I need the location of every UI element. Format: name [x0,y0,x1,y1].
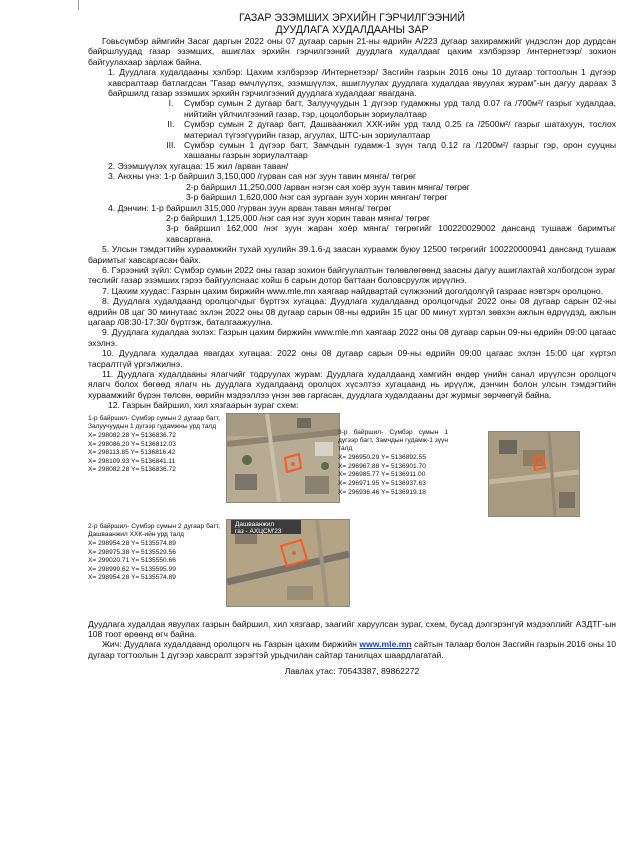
item-6-number: 6. [102,264,110,275]
location-1-coord-5: X= 298082.28 Y= 5136836.72 [88,466,176,474]
intro-paragraph: Говьсүмбэр аймгийн Засаг даргын 2022 оны 07 дугаар сарын 21-ны өдрийн А/223 дугаар захирамжийг үндэслэн дор дурдсан байршлуудад газар эзэмших, ашиглах эрхийн гэрчилгээний дуудлага худалдааг цахим хэлбэрээр /интернетээр/ зохион байгуулахаар зарлаж байна. [88,36,616,67]
item-7-number: 7. [102,285,110,296]
sub-item-2-numeral: II. [167,119,175,130]
contact-phone: Лавлах утас: 70543387, 89862272 [284,666,420,677]
item-10 [88,348,616,369]
location-3-satellite-map [488,431,580,517]
item-4-line-1: Дэнчин: 1-р байршил 315,000 /гурван зуун арван таван мянга/ төгрөг [117,202,392,213]
item-4-line-2: 2-р байршил 1,125,000 /нэг сая нэг зуун хорин таван мянга/ төгрөг [166,212,431,223]
sub-item-3-text: Сүмбэр сумын 1 дүгээр багт, Замчдын гудамж-1 зүүн талд 0.12 га /1200м²/ газрыг гэр, орон сууцны хашааны газрын зориулалтаар [184,140,616,161]
item-12-number: 12. [108,400,120,411]
item-8 [88,296,616,327]
sub-item-1-numeral: I. [168,98,174,109]
closing-paragraph: Дуудлага худалдаа явуулах газрын байршил, хил хязгаар, заагийг харуулсан зураг, схем, бусад дэлгэрэнгүй мэдээллийг АЗДТГ-ын 108 тоот өрөөнд өгч байна. [88,618,616,640]
item-3-line-2: 2-р байршил 11,250,000 /арван нэгэн сая хоёр зуун тавин мянга/ төгрөг [186,181,470,192]
note-text-before: Жич: Дуудлага худалдаанд оролцогч нь Газрын цахим биржийн [102,639,360,650]
item-5-text: Улсын тэмдэгтийн хураамжийн тухай хуулийн 39.1.6-д заасан хураамж буюу 12500 төгрөгийг 100220000941 дансанд тушааж баримтыг хавсаргасан байх. [88,244,616,265]
item-4 [88,203,616,213]
item-5-number: 5. [102,244,110,255]
location-2-map-image [227,520,349,606]
item-11-text: Дуудлага худалдааны ялагчийг тодруулах журам: Дуудлага худалдаанд хамгийн өндөр үнийн санал ирүүлсэн оролцогч ялагч болох бөгөөд ялагч нь дуудлага худалдаанд оролцох хүсэлтээ хугацаанд нь ирүүлж, дэнчин болон улсын тэмдэгтийн хураамжийг бүрэн төлсөн, өөрийн мэдээллээ үнэн зөв гаргасан, дуудлага худалдааны дэг журмыг зөрчөөгүй байна. [88,369,616,400]
item-3-number: 3. [108,171,116,182]
item-3 [88,171,616,181]
item-7-text: Цахим хуудас: Газрын цахим биржийн www.mle.mn хаягаар найдвартай сүлжээний доголдолгүй газраас нэвтэрч оролцоно. [111,285,604,296]
location-2-coord-4: X= 298999.62 Y= 5135595.99 [88,565,176,573]
sub-item-2 [158,119,616,140]
location-2-coord-3: X= 299020.71 Y= 5135550.66 [88,557,176,565]
location-2-coord-1: X= 298954.28 Y= 5135574.89 [88,540,176,548]
item-12 [88,400,616,410]
item-1-text: Дуудлага худалдааны хэлбэр: Цахим хэлбэрээр /Интернетээр/ Засгийн газрын 2016 оны 10 дугаар тогтоолын 1 дүгээр хавсралтаар батлагдсан "Газар өмчлүүлэх, эзэмшүүлэх, ашиглуулах дуудлага худалдаа явуулах журам"-ын дагуу дараах 3 байршилд газар эзэмших эрхийн гэрчилгээний дуудлага худалдааг явагдана. [108,67,616,99]
location-2-satellite-map [226,519,350,607]
item-5 [88,244,616,265]
location-2-sign-line-1: Дашваанжил газ - АХЦСМ'23 [235,520,282,535]
location-1-coord-3: X= 298113.85 Y= 5136816.42 [88,449,176,457]
title-line-1: ГАЗАР ЭЗЭМШИХ ЭРХИЙН ГЭРЧИЛГЭЭНИЙ [238,12,466,24]
sub-item-1 [158,98,616,119]
item-11 [88,369,616,400]
item-7 [88,286,616,296]
item-9-text: Дуудлага худалдаа эхлэх: Газрын цахим биржийн www.mle.mn хаягаар 2022 оны 08 дугаар сарын 09-ны өдрийн 09:00 цагаас эхэлнэ. [88,327,616,348]
item-9-number: 9. [102,327,110,338]
note-text-after: сайтын талаар болон Засгийн газрын 2016 оны 10 дугаар тогтоолын 1 дүгээр хавсралт зэрэгтэй урьдчилан сайтар танилцах шаардлагатай. [88,639,617,660]
item-9 [88,327,616,348]
location-2-caption: 2-р байршил- Сүмбэр сумын 2 дугаар багт, Дашваанжил ХХК-ийн урд талд [88,522,220,538]
note-paragraph [88,639,616,660]
sub-item-3-numeral: III. [166,140,176,151]
location-2-coord-5: X= 298954.28 Y= 5135574.89 [88,574,176,582]
item-1-number: 1. [108,67,116,78]
title-line-2: ДУУДЛАГА ХУДАЛДААНЫ ЗАР [275,24,429,36]
document-title [88,12,616,36]
location-3-coord-3: X= 296985.77 Y= 5136911.00 [338,471,426,479]
item-3-line-1: Анхны үнэ: 1-р байршил 3,150,000 /гурван сая нэг зуун тавин мянга/ төгрөг [117,171,417,182]
location-3-coord-1: X= 296950.29 Y= 5136892.55 [338,454,426,462]
sub-item-3 [158,140,616,161]
location-1-coord-1: X= 298082.28 Y= 5136836.72 [88,432,176,440]
item-8-number: 8. [102,296,110,307]
location-3-coord-5: X= 296936.46 Y= 5136919.18 [338,488,426,496]
item-1 [88,67,616,98]
item-10-text: Дуудлага худалдаа явагдах хугацаа: 2022 оны 08 дугаар сарын 09-ны өдрийн 09:00 цагаас эхлэн 15:00 цаг хүртэл тасралтгүй үргэлжилнэ. [88,348,616,369]
location-3-coord-4: X= 296971.95 Y= 5136937.63 [338,480,426,488]
item-2-text: Эзэмшүүлэх хугацаа: 15 жил /арван таван/ [117,160,289,171]
location-1-coordinates [88,415,220,475]
location-3-coord-2: X= 296967.88 Y= 5136901.70 [338,462,426,470]
item-8-text: Дуудлага худалдаанд оролцогчдыг бүртгэх хугацаа: Дуудлага худалдаанд оролцогчдыг 2022 оны 08 дугаар сарын 02-ны өдрийн 08 цаг 30 минутаас эхлэн 2022 оны 08 дугаар сарын 08-ны өдрийн 15 цаг 00 минут хүртэл зөвхэн ажлын өдрүүдэд, ажлын цагаар /08:30-17:30/ бүртгэж, баталгаажуулна. [88,296,616,327]
item-6 [88,265,616,286]
location-maps-section [88,411,616,619]
sub-item-2-text: Сүмбэр сумын 2 дугаар багт, Дашваанжил ХХК-ийн урд талд 0.25 га /2500м²/ газрыг шатахуун, тослох материал түгээгүүрийн газар, агуулах, ШТС-ын зориулалтаар [184,119,616,140]
item-11-number: 11. [102,369,114,379]
item-4-number: 4. [108,202,116,213]
location-3-coordinates [338,429,448,498]
location-2-coord-2: X= 298975.38 Y= 5135529.56 [88,548,176,556]
location-1-map-image [227,414,339,502]
item-2-number: 2. [108,160,116,171]
item-2 [88,161,616,171]
location-2-coordinates [88,523,220,583]
sub-item-1-text: Сүмбэр сумын 2 дугаар багт, Залуучуудын 1 дүгээр гудамжны урд талд 0.07 га /700м²/ газрыг худалдаа, нийтийн үйлчилгээний газар, тэр, цоцолборын зориулалтаар [184,98,616,119]
item-12-text: Газрын байршил, хил хязгаарын зураг схем: [122,400,299,411]
item-4-line-3: 3-р байршил 162,000 /нэг зуун жаран хоёр мянга/ төгрөгийг 100220029002 дансанд тушааж баримтыг хавсаргана. [166,223,616,244]
announcement-document [88,0,616,864]
item-6-text: Гэрээний зүйл: Сүмбэр сумын 2022 оны газар зохион байгуулалтын төлөвлөгөөнд заасны дагуу ашиглахтай холбогдсон зураг төслийг газар эзэмших гэрээ байгуулснаас хойш 6 сарын дотор баттаан боловсруулж ирүүлнэ. [88,264,617,286]
mle-website-link[interactable]: www.mle.mn [359,639,412,650]
location-1-satellite-map [226,413,340,503]
location-3-map-image [489,432,579,516]
location-1-coord-4: X= 298109.93 Y= 5136841.11 [88,457,176,465]
item-3-line-3: 3-р байршил 1,620,000 /нэг сая зургаан зуун хорин мянган/ төгрөг [186,192,448,203]
location-3-caption: 3-р байршил- Сүмбэр сумын 1 дүгээр багт, Замчдын гудамж-1 зүүн талд [338,428,448,453]
location-1-coord-2: X= 298086.20 Y= 5136812.03 [88,440,176,448]
location-1-caption: 1-р байршил- Сүмбэр сумын 2 дугаар багт, Залуучуудын 1 дүгээр гудамжны урд талд [88,414,220,430]
item-10-number: 10. [102,348,114,359]
